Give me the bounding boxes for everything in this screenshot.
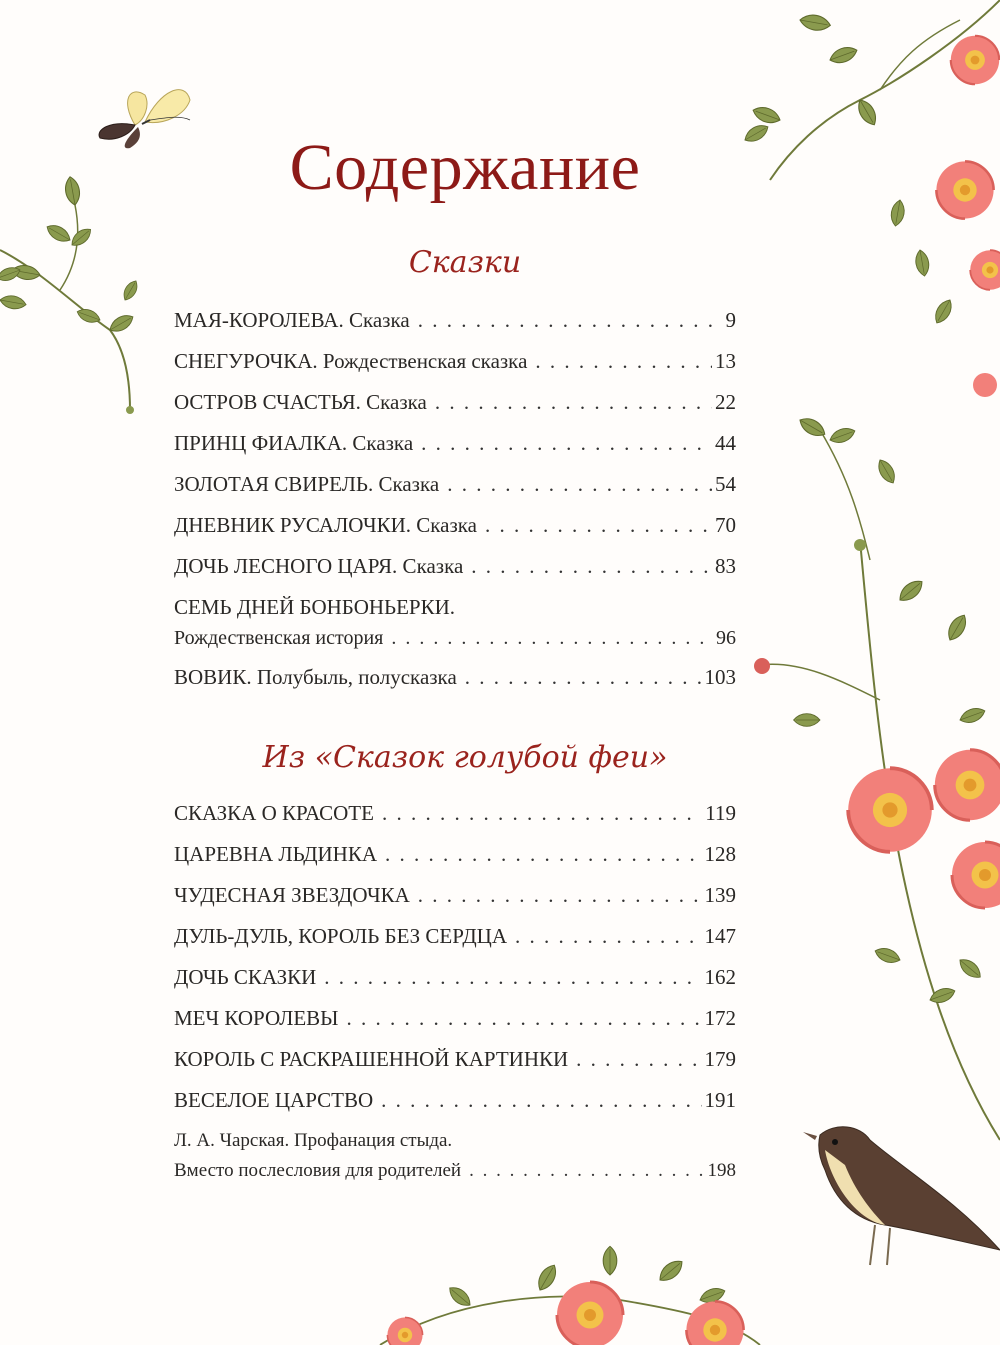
toc-entry[interactable] [174, 883, 736, 907]
leader-dots [515, 924, 701, 948]
entry-title: ЧУДЕСНАЯ ЗВЕЗДОЧКА [174, 883, 410, 907]
toc-entry[interactable] [174, 308, 736, 332]
leaf-sprig-left [0, 176, 141, 414]
toc-entry[interactable] [174, 390, 736, 414]
leader-dots [418, 308, 723, 332]
leader-dots [576, 1047, 701, 1071]
leader-dots [385, 842, 701, 866]
entry-page: 103 [704, 665, 736, 689]
butterfly-icon [99, 90, 190, 149]
entry-title: Вместо послесловия для родителей [174, 1160, 462, 1181]
entry-title: ЦАРЕВНА ЛЬДИНКА [174, 842, 378, 866]
entry-title: ПРИНЦ ФИАЛКА. Сказка [174, 431, 414, 455]
entry-page: 70 [715, 513, 736, 537]
entry-page: 9 [725, 308, 736, 332]
toc-entry[interactable] [174, 513, 736, 537]
entry-title: ОСТРОВ СЧАСТЬЯ. Сказка [174, 390, 427, 414]
entry-title: КОРОЛЬ С РАСКРАШЕННОЙ КАРТИНКИ [174, 1047, 569, 1071]
leader-dots [418, 883, 702, 907]
rose-vine-right [754, 414, 1000, 1140]
entry-title: ДОЧЬ СКАЗКИ [174, 965, 317, 989]
entry-page: 147 [704, 924, 736, 948]
toc-entry[interactable] [174, 842, 736, 866]
entry-title: СНЕГУРОЧКА. Рождественская сказка [174, 349, 528, 373]
toc-entry[interactable] [174, 1129, 736, 1183]
leader-dots [447, 472, 712, 496]
entry-page: 172 [704, 1006, 736, 1030]
entry-page: 96 [716, 627, 736, 649]
rose-vine-top-right [742, 0, 1000, 397]
page-title: Содержание [289, 131, 641, 204]
leader-dots [347, 1006, 702, 1030]
entry-title: ДОЧЬ ЛЕСНОГО ЦАРЯ. Сказка [174, 554, 464, 578]
entry-page: 119 [705, 801, 736, 825]
toc-entry[interactable] [174, 1047, 736, 1071]
entry-title: МАЯ-КОРОЛЕВА. Сказка [174, 308, 410, 332]
entry-page: 22 [715, 390, 736, 414]
section-heading-skazki: Сказки [408, 245, 522, 280]
toc-entry[interactable] [174, 665, 736, 689]
leader-dots [391, 626, 713, 650]
rose-cluster-bottom [380, 1246, 760, 1345]
toc-entry[interactable] [174, 472, 736, 496]
toc-entry[interactable] [174, 965, 736, 989]
entry-title-line1: СЕМЬ ДНЕЙ БОНБОНЬЕРКИ. [174, 595, 456, 619]
toc-entry[interactable] [174, 554, 736, 578]
toc-entry[interactable] [174, 1006, 736, 1030]
entry-page: 83 [715, 554, 736, 578]
entry-page: 13 [715, 349, 736, 373]
entry-title: ДНЕВНИК РУСАЛОЧКИ. Сказка [174, 513, 477, 537]
leader-dots [381, 1088, 701, 1112]
toc-entry[interactable] [174, 1088, 736, 1112]
entry-title: Рождественская история [174, 627, 384, 649]
leader-dots [535, 349, 712, 373]
entry-title: СКАЗКА О КРАСОТЕ [174, 801, 374, 825]
leader-dots [435, 390, 712, 414]
leader-dots [485, 513, 712, 537]
leader-dots [469, 1159, 704, 1183]
toc-entry[interactable] [174, 349, 736, 373]
entry-title: ВОВИК. Полубыль, полусказка [174, 665, 457, 689]
entry-title: ВЕСЕЛОЕ ЦАРСТВО [174, 1088, 374, 1112]
toc-entry[interactable] [174, 801, 736, 825]
toc-entry[interactable] [174, 595, 736, 650]
entry-title: ЗОЛОТАЯ СВИРЕЛЬ. Сказка [174, 472, 440, 496]
entry-page: 44 [715, 431, 736, 455]
entry-page: 162 [704, 965, 736, 989]
entry-page: 128 [704, 842, 736, 866]
entry-page: 139 [704, 883, 736, 907]
toc-entry[interactable] [174, 924, 736, 948]
entry-page: 54 [715, 472, 736, 496]
entry-page: 198 [707, 1160, 736, 1181]
leader-dots [465, 665, 702, 689]
leader-dots [324, 965, 701, 989]
section-heading-golubaya-feya: Из «Сказок голубой феи» [262, 740, 668, 775]
entry-page: 179 [704, 1047, 736, 1071]
leader-dots [471, 554, 712, 578]
entry-page: 191 [704, 1088, 736, 1112]
entry-title: МЕЧ КОРОЛЕВЫ [174, 1006, 339, 1030]
toc-entry[interactable] [174, 431, 736, 455]
nightingale-bird-icon [803, 1127, 1000, 1265]
entry-title: ДУЛЬ-ДУЛЬ, КОРОЛЬ БЕЗ СЕРДЦА [174, 924, 508, 948]
leader-dots [421, 431, 712, 455]
entry-title-line1: Л. А. Чарская. Профанация стыда. [174, 1130, 453, 1151]
leader-dots [382, 801, 702, 825]
